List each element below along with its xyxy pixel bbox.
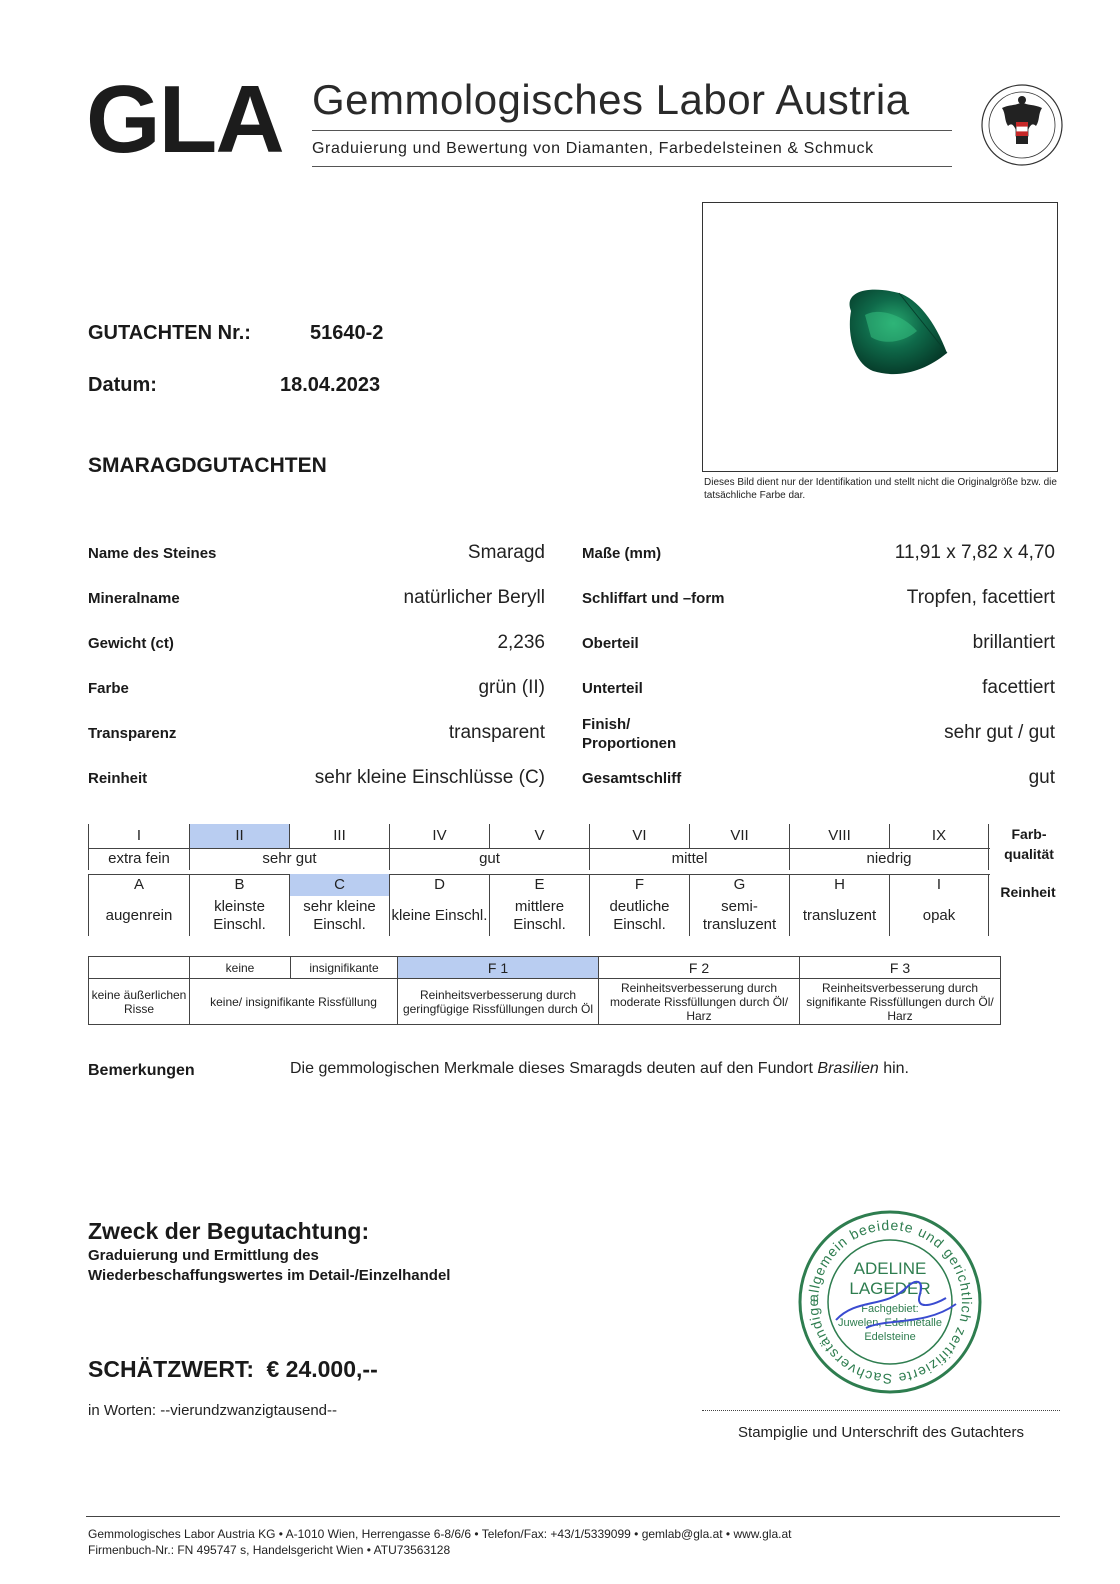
- footer-line-1: Gemmologisches Labor Austria KG • A-1010 Wien, Herrengasse 6-8/6/6 • Telefon/Fax: +43/1/5339099 • gemlab@gla.at • www.gla.at: [88, 1527, 792, 1541]
- prop-label-overall-cut: Gesamtschliff: [582, 770, 682, 787]
- color-group-row: [88, 848, 989, 870]
- color-grade-cell: V: [489, 824, 589, 848]
- clarity-description-cell: kleinste Einschl.: [189, 896, 289, 936]
- color-group-cell: gut: [389, 848, 589, 870]
- footer-line-2: Firmenbuch-Nr.: FN 495747 s, Handelsgericht Wien • ATU73563128: [88, 1543, 451, 1557]
- stamp-line-3: Edelsteine: [864, 1331, 916, 1343]
- valuation-words: [88, 1402, 337, 1419]
- clarity-grade-cell: F: [589, 874, 689, 896]
- prop-label-mineral: Mineralname: [88, 590, 180, 607]
- prop-label-pavilion: Unterteil: [582, 680, 643, 697]
- clarity-description-cell: augenrein: [88, 896, 189, 936]
- clarity-grade-cell: H: [789, 874, 889, 896]
- color-grade-cell: III: [289, 824, 389, 848]
- valuation: [88, 1356, 378, 1383]
- expert-stamp-icon: [796, 1208, 984, 1396]
- prop-value-finish: sehr gut / gut: [944, 722, 1055, 743]
- image-caption: Dieses Bild dient nur der Identifikation und stellt nicht die Originalgröße bzw. die tatsächliche Farbe dar.: [704, 477, 1057, 501]
- clarity-grade-cell: E: [489, 874, 589, 896]
- clarity-description-cell: deutliche Einschl.: [589, 896, 689, 936]
- valuation-amount: € 24.000,--: [266, 1356, 378, 1382]
- footer-rule: [86, 1516, 1060, 1517]
- remarks-text-end: hin.: [878, 1060, 909, 1077]
- clarity-description-cell: sehr kleine Einschl.: [289, 896, 389, 936]
- report-date-label: Datum:: [88, 374, 157, 396]
- prop-value-transparency: transparent: [448, 722, 545, 743]
- fissure-header: keine: [190, 957, 291, 979]
- fissure-header: insignifikante: [291, 957, 398, 979]
- prop-label-cut: Schliffart und –form: [582, 590, 725, 607]
- remarks-origin: Brasilien: [817, 1060, 879, 1077]
- fissure-cell: keine/ insignifikante Rissfüllung: [190, 979, 398, 1025]
- prop-value-crown: brillantiert: [972, 632, 1055, 653]
- fissure-filling-table: [88, 956, 1001, 1025]
- prop-value-overall-cut: gut: [1028, 767, 1055, 788]
- color-grade-cell: VII: [689, 824, 789, 848]
- stamp-line-2: Juwelen, Edelmetalle: [838, 1317, 942, 1329]
- report-number-label: GUTACHTEN Nr.:: [88, 322, 251, 344]
- stamp-name-2: LAGEDER: [849, 1279, 931, 1298]
- austrian-eagle-emblem-icon: [980, 82, 1064, 168]
- clarity-grade-cell: A: [88, 874, 189, 896]
- prop-value-clarity: sehr kleine Einschlüsse (C): [314, 767, 545, 788]
- footer: [88, 1526, 791, 1558]
- clarity-grade-row: [88, 874, 989, 896]
- color-group-cell: sehr gut: [189, 848, 389, 870]
- clarity-description-cell: kleine Einschl.: [389, 896, 489, 936]
- fissure-row-label: keine äußerlichen Risse: [89, 979, 190, 1025]
- fissure-cell: Reinheitsverbesserung durch moderate Rissfüllungen durch Öl/ Harz: [599, 979, 800, 1025]
- clarity-grade-cell: B: [189, 874, 289, 896]
- clarity-label: Reinheit: [1000, 884, 1056, 900]
- color-group-cell: niedrig: [789, 848, 989, 870]
- clarity-description-cell: opak: [889, 896, 989, 936]
- purpose-title: Zweck der Begutachtung:: [88, 1218, 370, 1244]
- prop-value-weight: 2,236: [497, 632, 545, 653]
- prop-label-crown: Oberteil: [582, 635, 639, 652]
- emerald-stone-image: [703, 203, 1056, 470]
- color-group-cell: mittel: [589, 848, 789, 870]
- prop-label-clarity: Reinheit: [88, 770, 148, 787]
- prop-label-color: Farbe: [88, 680, 129, 697]
- fissure-header-empty: [89, 957, 190, 979]
- clarity-grade-cell: G: [689, 874, 789, 896]
- signature-caption: Stampiglie und Unterschrift des Gutachters: [738, 1424, 1024, 1441]
- valuation-label: SCHÄTZWERT:: [88, 1356, 255, 1382]
- prop-label-name: Name des Steines: [88, 545, 217, 562]
- clarity-grade-cell: I: [889, 874, 989, 896]
- color-grade-cell: IX: [889, 824, 989, 848]
- clarity-grade-cell: D: [389, 874, 489, 896]
- fissure-header: F 2: [599, 957, 800, 979]
- clarity-description-cell: transluzent: [789, 896, 889, 936]
- signature-line: [702, 1410, 1060, 1411]
- remarks-text-start: Die gemmologischen Merkmale dieses Smaragds deuten auf den Fundort: [290, 1060, 818, 1077]
- prop-label-dimensions: Maße (mm): [582, 545, 662, 562]
- gla-logo: GLA: [86, 66, 283, 173]
- remarks-text: [290, 1060, 909, 1078]
- report-date: 18.04.2023: [280, 374, 381, 396]
- clarity-grade-cell-selected: C: [289, 874, 389, 896]
- fissure-cell: Reinheitsverbesserung durch geringfügige Rissfüllungen durch Öl: [398, 979, 599, 1025]
- prop-value-cut: Tropfen, facettiert: [906, 587, 1055, 608]
- clarity-description-row: [88, 896, 989, 936]
- color-grade-cell: VIII: [789, 824, 889, 848]
- stamp-name-1: ADELINE: [853, 1259, 927, 1278]
- lab-name: Gemmologisches Labor Austria: [312, 76, 910, 123]
- prop-value-dimensions: 11,91 x 7,82 x 4,70: [894, 542, 1055, 563]
- prop-label-transparency: Transparenz: [88, 725, 177, 742]
- prop-value-color: grün (II): [478, 677, 545, 698]
- prop-value-name: Smaragd: [467, 542, 545, 563]
- fissure-header: F 3: [800, 957, 1001, 979]
- stamp-ring-text: allgemein beeidete und gerichtlich zertifizierte Sachverständige: [804, 1216, 976, 1388]
- stone-image-frame: [702, 202, 1058, 472]
- header-rule-bottom: [312, 166, 952, 167]
- prop-label-weight: Gewicht (ct): [88, 635, 174, 652]
- prop-value-mineral: natürlicher Beryll: [403, 587, 545, 608]
- lab-subtitle: Graduierung und Bewertung von Diamanten, Farbedelsteinen & Schmuck: [312, 140, 874, 157]
- color-grade-cell: I: [88, 824, 189, 848]
- color-grade-cell: IV: [389, 824, 489, 848]
- purpose-line-2: Wiederbeschaffungswertes im Detail-/Einzelhandel: [88, 1267, 451, 1284]
- remarks-label: Bemerkungen: [88, 1062, 195, 1079]
- prop-value-pavilion: facettiert: [982, 677, 1055, 698]
- clarity-description-cell: mittlere Einschl.: [489, 896, 589, 936]
- valuation-words-value: --vierundzwanzigtausend--: [160, 1402, 338, 1419]
- fissure-cell: Reinheitsverbesserung durch signifikante Rissfüllungen durch Öl/ Harz: [800, 979, 1001, 1025]
- valuation-words-label: in Worten:: [88, 1402, 157, 1419]
- fissure-header-selected: F 1: [398, 957, 599, 979]
- color-quality-label: Farb- qualität: [1004, 826, 1054, 862]
- stamp-line-1: Fachgebiet:: [861, 1303, 919, 1315]
- clarity-description-cell: semi- transluzent: [689, 896, 789, 936]
- purpose-line-1: Graduierung und Ermittlung des: [88, 1247, 319, 1264]
- color-grade-cell: VI: [589, 824, 689, 848]
- color-group-cell: extra fein: [88, 848, 189, 870]
- report-type: SMARAGDGUTACHTEN: [88, 454, 327, 477]
- color-grade-row: [88, 824, 989, 848]
- prop-label-finish: Finish/ Proportionen: [582, 716, 677, 752]
- header-rule-top: [312, 130, 952, 131]
- color-grade-cell-selected: II: [189, 824, 289, 848]
- report-number: 51640-2: [310, 322, 384, 344]
